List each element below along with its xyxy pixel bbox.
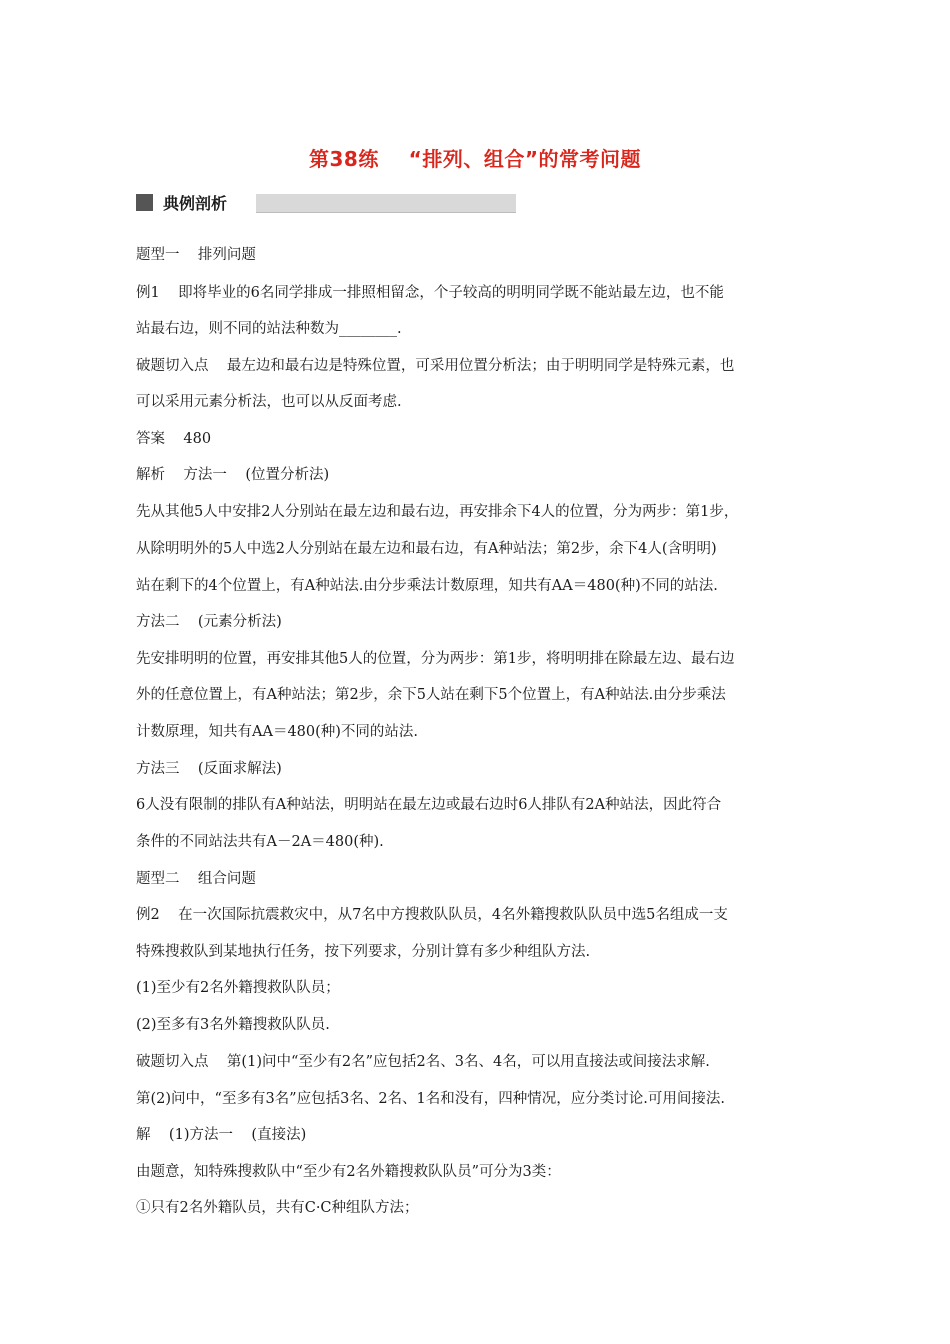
section-header bbox=[136, 191, 227, 213]
text-line: 破题切入点 最左边和最右边是特殊位置，可采用位置分析法；由于明明同学是特殊元素，也 bbox=[136, 358, 735, 374]
text-line: 外的任意位置上，有A种站法；第2步，余下5人站在剩下5个位置上，有A种站法.由分步乘法 bbox=[136, 687, 726, 703]
text-line: 站在剩下的4个位置上，有A种站法.由分步乘法计数原理，知共有AA＝480(种)不同的站法. bbox=[136, 578, 718, 594]
text-line: (1)至少有2名外籍搜救队队员； bbox=[136, 980, 340, 996]
text-line: 解 (1)方法一 (直接法) bbox=[136, 1127, 307, 1143]
text-line: 条件的不同站法共有A－2A＝480(种). bbox=[136, 834, 384, 850]
section-label: 典例剖析 bbox=[163, 193, 228, 213]
text-line: 可以采用元素分析法，也可以从反面考虑. bbox=[136, 394, 402, 410]
text-line: 方法二 (元素分析法) bbox=[136, 614, 282, 630]
section-divider-bar bbox=[256, 194, 516, 213]
text-line: 答案 480 bbox=[136, 431, 212, 447]
page-title: 第38练 “排列、组合”的常考问题 bbox=[309, 147, 641, 171]
text-line: 计数原理，知共有AA＝480(种)不同的站法. bbox=[136, 724, 419, 740]
text-line: 从除明明外的5人中选2人分别站在最左边和最右边，有A种站法；第2步，余下4人(含明明) bbox=[136, 541, 717, 557]
text-line: 题型二 组合问题 bbox=[136, 871, 256, 887]
text-line: 先从其他5人中安排2人分别站在最左边和最右边，再安排余下4人的位置，分为两步：第1步， bbox=[136, 504, 739, 520]
text-line: 题型一 排列问题 bbox=[136, 247, 256, 263]
text-line: 6人没有限制的排队有A种站法，明明站在最左边或最右边时6人排队有2A种站法，因此符合 bbox=[136, 797, 722, 813]
text-line: 由题意，知特殊搜救队中“至少有2名外籍搜救队队员”可分为3类： bbox=[136, 1164, 561, 1180]
text-line: 破题切入点 第(1)问中“至少有2名”应包括2名、3名、4名，可以用直接法或间接法求解. bbox=[136, 1054, 710, 1070]
text-line: 先安排明明的位置，再安排其他5人的位置，分为两步：第1步，将明明排在除最左边、最右边 bbox=[136, 651, 735, 667]
text-line: 特殊搜救队到某地执行任务，按下列要求，分别计算有多少种组队方法. bbox=[136, 944, 591, 960]
text-line: ①只有2名外籍队员，共有C·C种组队方法； bbox=[136, 1200, 419, 1216]
text-line: 站最右边，则不同的站法种数为________. bbox=[136, 321, 402, 337]
text-line: 第(2)问中，“至多有3名”应包括3名、2名、1名和没有，四种情况，应分类讨论.可用间接法. bbox=[136, 1091, 725, 1107]
text-line: (2)至多有3名外籍搜救队队员. bbox=[136, 1017, 330, 1033]
text-line: 解析 方法一 (位置分析法) bbox=[136, 467, 330, 483]
text-line: 方法三 (反面求解法) bbox=[136, 761, 282, 777]
text-line: 例2 在一次国际抗震救灾中，从7名中方搜救队队员，4名外籍搜救队队员中选5名组成一支 bbox=[136, 907, 728, 923]
section-marker-icon bbox=[136, 194, 153, 211]
text-line: 例1 即将毕业的6名同学排成一排照相留念，个子较高的明明同学既不能站最左边，也不能 bbox=[136, 285, 724, 301]
